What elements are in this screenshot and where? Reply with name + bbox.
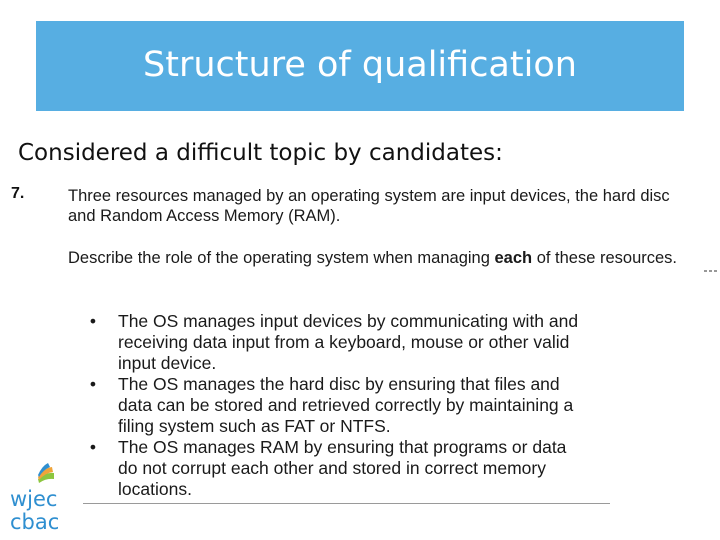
answer-list (88, 311, 618, 500)
question-instruction (68, 248, 677, 268)
divider-line (83, 503, 610, 504)
question-line: and Random Access Memory (RAM). (68, 207, 341, 225)
logo-text-cbac: cbac (10, 510, 60, 533)
answer-item (88, 374, 618, 437)
bullet-icon: • (89, 374, 97, 394)
slide-title: Structure of qualification (143, 45, 577, 85)
question-number: 7. (11, 185, 25, 202)
answer-line: The OS manages the hard disc by ensuring that files and (118, 374, 560, 394)
answer-line: input device. (118, 353, 217, 373)
answer-line: The OS manages RAM by ensuring that programs or data (118, 437, 567, 457)
answer-line: receiving data input from a keyboard, mouse or other valid (118, 332, 570, 352)
question-line: Three resources managed by an operating system are input devices, the hard disc (68, 187, 670, 205)
answer-line: filing system such as FAT or NTFS. (118, 416, 391, 436)
margin-mark (703, 260, 720, 274)
answer-line: do not corrupt each other and stored in correct memory (118, 458, 546, 478)
logo-text-wjec: wjec (10, 487, 58, 511)
question-text (68, 186, 708, 226)
book-icon (38, 463, 54, 483)
logo-graphic (8, 463, 68, 533)
bullet-icon: • (89, 311, 97, 331)
margin-mark-graphic (703, 260, 720, 274)
answer-line: locations. (118, 479, 192, 499)
instruction-emphasis: each (494, 249, 533, 267)
instruction-text: Describe the role of the operating system when managing (68, 249, 495, 267)
answer-line: data can be stored and retrieved correctly by maintaining a (118, 395, 574, 415)
title-banner (36, 21, 684, 111)
answer-item (88, 311, 618, 374)
wjec-cbac-logo (8, 463, 68, 533)
instruction-text: of these resources. (532, 249, 678, 267)
answer-line: The OS manages input devices by communicating with and (118, 311, 579, 331)
slide-subtitle: Considered a difficult topic by candidates: (18, 140, 503, 166)
answer-item (88, 437, 618, 500)
bullet-icon: • (89, 437, 97, 457)
